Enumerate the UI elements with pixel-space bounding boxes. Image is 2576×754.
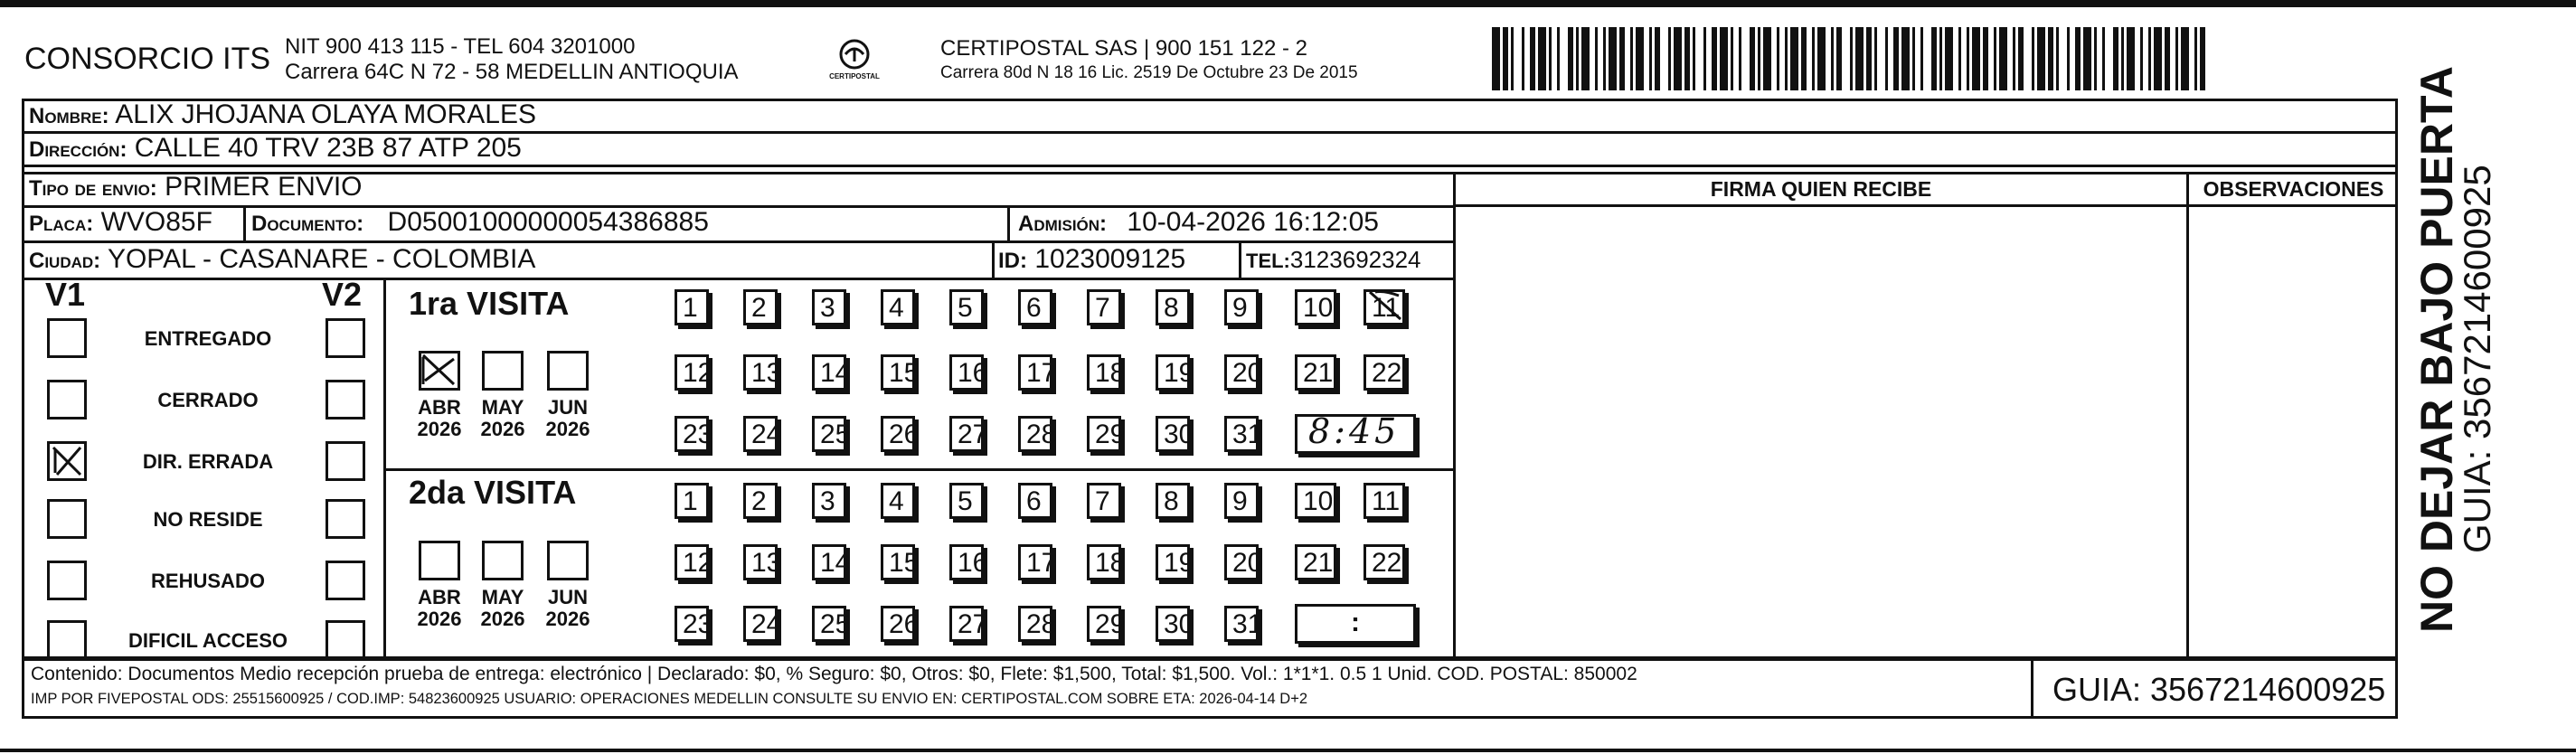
- company-name: CONSORCIO ITS: [24, 42, 271, 76]
- barcode-bar: [2037, 27, 2045, 90]
- v1-label: V1: [45, 276, 86, 313]
- day-box[interactable]: 16: [949, 544, 984, 580]
- day-box[interactable]: 28: [1018, 416, 1052, 452]
- barcode-bar: [1741, 27, 1750, 90]
- month-year: 2026: [545, 608, 590, 630]
- check-mark-icon: [1366, 288, 1406, 325]
- barcode-bar: [1790, 27, 1798, 90]
- day-box[interactable]: [1363, 289, 1405, 325]
- day-box[interactable]: 12: [675, 544, 709, 580]
- placa-label: Placa:: [29, 212, 94, 236]
- day-box[interactable]: 26: [881, 606, 915, 642]
- month-label: MAY: [481, 396, 524, 419]
- status-label: NO RESIDE: [153, 508, 263, 531]
- barcode: [1492, 27, 2213, 90]
- barcode-bar: [1609, 27, 1617, 90]
- day-box[interactable]: 5: [949, 483, 984, 519]
- visit1-title: 1ra VISITA: [409, 285, 570, 322]
- company-nit: NIT 900 413 115 - TEL 604 3201000: [285, 34, 636, 59]
- barcode-bar: [1877, 27, 1885, 90]
- status-label: ENTREGADO: [144, 327, 272, 350]
- day-box[interactable]: 14: [812, 354, 846, 391]
- barcode-bar: [1514, 27, 1522, 90]
- tel-row: [1246, 246, 1421, 274]
- day-box[interactable]: 29: [1087, 416, 1121, 452]
- v2-label: V2: [322, 276, 363, 313]
- v1-checkbox[interactable]: [47, 380, 87, 419]
- barcode-bar: [2024, 27, 2032, 90]
- day-box[interactable]: 17: [1018, 354, 1052, 391]
- day-box[interactable]: 5: [949, 289, 984, 325]
- day-box[interactable]: 13: [743, 544, 778, 580]
- logo-text: CERTIPOSTAL: [829, 72, 880, 80]
- firma-label: FIRMA QUIEN RECIBE: [1710, 177, 1932, 201]
- day-box[interactable]: 9: [1224, 289, 1259, 325]
- day-box[interactable]: 31: [1224, 606, 1259, 642]
- barcode-bar: [2181, 27, 2189, 90]
- bottom-border: [0, 749, 2576, 752]
- day-box[interactable]: 20: [1224, 354, 1259, 391]
- signature-area[interactable]: [1456, 207, 2186, 658]
- day-box[interactable]: 30: [1156, 416, 1190, 452]
- day-box[interactable]: 22: [1363, 354, 1405, 391]
- day-box[interactable]: 6: [1018, 289, 1052, 325]
- barcode-bar: [1560, 27, 1568, 90]
- month-label: MAY: [481, 586, 524, 608]
- divider: [22, 658, 2398, 661]
- tipo-row: [29, 172, 363, 203]
- day-box[interactable]: 15: [881, 354, 915, 391]
- month-year: 2026: [480, 418, 525, 440]
- day-box[interactable]: 3: [812, 289, 846, 325]
- v2-checkbox[interactable]: [326, 318, 365, 358]
- observaciones-label: OBSERVACIONES: [2203, 177, 2384, 201]
- barcode-bar: [1492, 27, 1500, 90]
- v2-checkbox[interactable]: [326, 380, 365, 419]
- placa-row: [29, 207, 212, 238]
- v1-checkbox[interactable]: [47, 499, 87, 539]
- company-address: Carrera 64C N 72 - 58 MEDELLIN ANTIOQUIA: [285, 60, 739, 84]
- direccion-label: Dirección:: [29, 137, 127, 162]
- day-box[interactable]: 2: [743, 289, 778, 325]
- divider: [2395, 658, 2398, 719]
- tipo-label: Tipo de envio:: [29, 176, 157, 201]
- day-box[interactable]: 10: [1295, 289, 1336, 325]
- v1-checkbox[interactable]: [47, 561, 87, 600]
- barcode-bar: [2205, 27, 2213, 90]
- barcode-bar: [1674, 27, 1682, 90]
- v1-checkbox[interactable]: [47, 620, 87, 660]
- barcode-bar: [2083, 27, 2091, 90]
- day-box[interactable]: 23: [675, 416, 709, 452]
- v2-checkbox[interactable]: [326, 620, 365, 660]
- id-value: 1023009125: [1034, 244, 1186, 274]
- barcode-bar: [1842, 27, 1850, 90]
- admision-row: [1018, 207, 1379, 238]
- barcode-bar: [1538, 27, 1546, 90]
- v1-checkbox[interactable]: [47, 441, 87, 481]
- day-box[interactable]: 3: [812, 483, 846, 519]
- id-label: ID:: [998, 249, 1027, 273]
- month-checkbox[interactable]: [547, 541, 589, 580]
- status-label: DIR. ERRADA: [142, 450, 274, 473]
- barcode-bar: [1763, 27, 1771, 90]
- day-box[interactable]: 26: [881, 416, 915, 452]
- tel-label: TEL:: [1246, 250, 1290, 272]
- month-year: 2026: [480, 608, 525, 630]
- month-checkbox[interactable]: [547, 351, 589, 391]
- month-checkbox[interactable]: [419, 541, 460, 580]
- tipo-value: PRIMER ENVIO: [165, 172, 363, 202]
- divider: [383, 468, 1456, 471]
- day-box[interactable]: 27: [949, 606, 984, 642]
- month-year: 2026: [545, 418, 590, 440]
- ciudad-value: YOPAL - CASANARE - COLOMBIA: [107, 244, 536, 274]
- footer-meta: IMP POR FIVEPOSTAL ODS: 25515600925 / COD.IMP: 54823600925 USUARIO: OPERACIONES MEDELLIN CONSULTE SU ENVIO EN: CERTIPOSTAL.COM SOBRE ETA: 2026-04-14 D+2: [31, 691, 1308, 707]
- v1-checkbox[interactable]: [47, 318, 87, 358]
- nombre-label: Nombre:: [29, 104, 109, 128]
- divider: [22, 165, 2398, 167]
- day-box[interactable]: 29: [1087, 606, 1121, 642]
- month-checkbox[interactable]: [419, 351, 460, 391]
- barcode-bar: [2127, 27, 2135, 90]
- v2-checkbox[interactable]: [326, 499, 365, 539]
- divider: [22, 716, 2398, 719]
- day-box[interactable]: 23: [675, 606, 709, 642]
- carrier-name: CERTIPOSTAL SAS | 900 151 122 - 2: [940, 36, 1307, 61]
- barcode-bar: [1636, 27, 1644, 90]
- day-box[interactable]: 4: [881, 289, 915, 325]
- day-box[interactable]: 19: [1156, 354, 1190, 391]
- divider: [2031, 658, 2033, 718]
- visit2-time-placeholder: :: [1351, 608, 1360, 637]
- day-box[interactable]: 17: [1018, 544, 1052, 580]
- day-box[interactable]: 25: [812, 606, 846, 642]
- check-mark-icon: [421, 353, 458, 388]
- month-label: JUN: [547, 586, 588, 608]
- certipostal-logo: [818, 36, 891, 86]
- day-box[interactable]: 8: [1156, 483, 1190, 519]
- day-box[interactable]: 21: [1295, 354, 1336, 391]
- divider: [22, 278, 1456, 280]
- documento-value: D05001000000054386885: [387, 207, 709, 237]
- month-label: ABR: [418, 586, 461, 608]
- day-box[interactable]: 24: [743, 606, 778, 642]
- day-box[interactable]: 7: [1087, 289, 1121, 325]
- visit1-time-box[interactable]: [1295, 411, 1416, 454]
- divider: [22, 172, 2398, 174]
- month-checkbox[interactable]: [482, 351, 524, 391]
- day-box[interactable]: 8: [1156, 289, 1190, 325]
- placa-value: WVO85F: [100, 207, 212, 237]
- divider: [1239, 240, 1241, 278]
- v2-checkbox[interactable]: [326, 441, 365, 481]
- month-year: 2026: [417, 418, 462, 440]
- barcode-bar: [2059, 27, 2067, 90]
- footer-guia: GUIA: 3567214600925: [2052, 671, 2386, 708]
- documento-row: [251, 207, 709, 238]
- side-guia: GUIA: 3567214600925: [2456, 165, 2498, 553]
- day-box[interactable]: 25: [812, 416, 846, 452]
- visit2-time-box[interactable]: [1295, 604, 1416, 644]
- day-box[interactable]: 31: [1224, 416, 1259, 452]
- day-box[interactable]: 10: [1295, 483, 1336, 519]
- status-label: REHUSADO: [151, 570, 265, 592]
- day-box[interactable]: 18: [1087, 354, 1121, 391]
- admision-value: 10-04-2026 16:12:05: [1127, 207, 1379, 237]
- tel-value: 3123692324: [1289, 246, 1421, 273]
- day-box[interactable]: 27: [949, 416, 984, 452]
- day-box[interactable]: 13: [743, 354, 778, 391]
- barcode-bar: [1923, 27, 1931, 90]
- visit1-time-value: 8:45: [1308, 411, 1401, 451]
- divider: [992, 240, 995, 278]
- barcode-bar: [1901, 27, 1910, 90]
- ciudad-row: [29, 244, 535, 275]
- nombre-value: ALIX JHOJANA OLAYA MORALES: [115, 99, 537, 129]
- day-box[interactable]: 1: [675, 289, 709, 325]
- barcode-bar: [1817, 27, 1826, 90]
- day-box[interactable]: 16: [949, 354, 984, 391]
- status-label: DIFICIL ACCESO: [127, 629, 288, 652]
- day-box[interactable]: 22: [1363, 544, 1405, 580]
- day-box[interactable]: 30: [1156, 606, 1190, 642]
- month-label: JUN: [547, 396, 588, 419]
- day-box[interactable]: 19: [1156, 544, 1190, 580]
- visit2-title: 2da VISITA: [409, 474, 577, 511]
- day-box[interactable]: 24: [743, 416, 778, 452]
- no-dejar-bajo-puerta: NO DEJAR BAJO PUERTA: [2411, 66, 2462, 633]
- day-box[interactable]: 9: [1224, 483, 1259, 519]
- day-box[interactable]: 20: [1224, 544, 1259, 580]
- barcode-bar: [1660, 27, 1668, 90]
- barcode-bar: [1972, 27, 1980, 90]
- footer-content: Contenido: Documentos Medio recepción prueba de entrega: electrónico | Declarado: $0, % Seguro: $0, Otros: $0, Flete: $1,500, Total: $1,500. Vol.: 1*1*1. 0.5 1 Unid. COD. POSTAL: 850002: [31, 664, 1637, 684]
- status-label: CERRADO: [157, 389, 259, 411]
- documento-label: Documento:: [251, 212, 364, 236]
- id-row: [998, 244, 1185, 275]
- barcode-bar: [2154, 27, 2162, 90]
- day-box[interactable]: 1: [675, 483, 709, 519]
- barcode-bar: [1581, 27, 1590, 90]
- day-box[interactable]: 14: [812, 544, 846, 580]
- day-box[interactable]: 12: [675, 354, 709, 391]
- day-box[interactable]: 11: [1363, 483, 1405, 519]
- nombre-row: [29, 99, 536, 130]
- day-box[interactable]: 18: [1087, 544, 1121, 580]
- day-number: 11: [1372, 293, 1401, 323]
- barcode-bar: [1855, 27, 1864, 90]
- barcode-bar: [2105, 27, 2113, 90]
- barcode-bar: [1720, 27, 1728, 90]
- carrier-license: Carrera 80d N 18 16 Lic. 2519 De Octubre 23 De 2015: [940, 63, 1358, 82]
- day-box[interactable]: 7: [1087, 483, 1121, 519]
- top-border: [0, 0, 2576, 7]
- direccion-row: [29, 133, 522, 164]
- divider: [243, 205, 246, 241]
- barcode-bar: [1999, 27, 2007, 90]
- barcode-bar: [1695, 27, 1703, 90]
- day-box[interactable]: 21: [1295, 544, 1336, 580]
- admision-label: Admisión:: [1018, 212, 1108, 236]
- divider: [1007, 205, 1010, 241]
- day-box[interactable]: 4: [881, 483, 915, 519]
- ciudad-label: Ciudad:: [29, 249, 101, 273]
- month-checkbox[interactable]: [482, 541, 524, 580]
- day-box[interactable]: 2: [743, 483, 778, 519]
- month-year: 2026: [417, 608, 462, 630]
- day-box[interactable]: 15: [881, 544, 915, 580]
- barcode-bar: [1945, 27, 1953, 90]
- day-box[interactable]: 6: [1018, 483, 1052, 519]
- v2-checkbox[interactable]: [326, 561, 365, 600]
- divider: [22, 658, 24, 719]
- month-label: ABR: [418, 396, 461, 419]
- observations-area[interactable]: [2189, 207, 2398, 658]
- day-box[interactable]: 28: [1018, 606, 1052, 642]
- check-mark-icon: [50, 444, 84, 478]
- direccion-value: CALLE 40 TRV 23B 87 ATP 205: [134, 133, 522, 163]
